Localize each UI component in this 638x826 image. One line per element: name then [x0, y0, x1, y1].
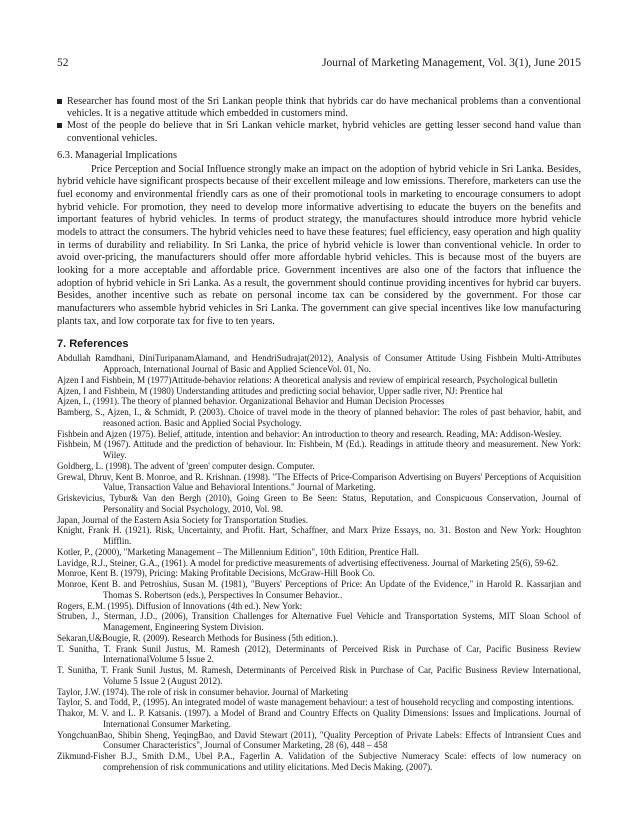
reference-entry: Goldberg, L. (1998). The advent of 'green' computer design. Computer. [57, 460, 315, 471]
reference-entry: Taylor, J.W. (1974). The role of risk in consumer behavior. Journal of Marketing [57, 686, 349, 697]
square-bullet-icon [57, 123, 62, 128]
reference-entry: YongchuanBao, Shibin Sheng, YeqingBao, and David Stewart (2011), "Quality Perception of Private Labels: Effects of Intransient Cues and Consumer Characteristics", Journal of Consumer Marketing, 28 (6), 448 – 458 [57, 729, 581, 751]
reference-entry: Thakor, M. V. and L. P. Katsanis. (1997). a Model of Brand and Country Effects on Quality Dimensions: Issues and Implications. Journal of International Consumer Marketing. [57, 708, 581, 729]
reference-entry: Rogers, E.M. (1995). Diffusion of Innovations (4th ed.). New York: [57, 600, 303, 611]
reference-entry: Knight, Frank H. (1921). Risk, Uncertainty, and Profit. Hart, Schaffner, and Marx Prize Essays, no. 31. Boston and New York: Houghton Mifflin. [57, 525, 581, 547]
findings-bullet-list [57, 96, 581, 145]
reference-entry: Struben, J., Sterman, J.D., (2006), Transition Challenges for Alternative Fuel Vehicle and Transportation Systems, MIT Sloan School of Management, Engineering System Division. [57, 611, 581, 633]
reference-entry: Griskevicius, Tybur& Van den Bergh (2010), Going Green to Be Seen: Status, Reputation, and Conspicuous Conservation, Journal of Personality and Social Psychology, 2010, Vol. 98. [57, 493, 581, 514]
reference-entry: Bamberg, S., Ajzen, I., & Schmidt, P. (2003). Choice of travel mode in the theory of planned behavior: The roles of past behavior, habit, and reasoned action. Basic and Applied Social Psychology. [57, 407, 581, 428]
reference-entry: Lavidge, R.J., Steiner, G.A., (1961). A model for predictive measurements of advertising effectiveness. Journal of Marketing 25(6), 59-62. [57, 557, 559, 568]
reference-entry: Monroe, Kent B. and Petroshius, Susan M. (1981), "Buyers' Perceptions of Price: An Update of the Evidence," in Harold R. Kassarjian and Thomas S. Robertson (eds.), Perspectives In Consumer Behavior.. [57, 579, 581, 600]
references-list [57, 353, 581, 772]
managerial-implications-paragraph: Price Perception and Social Influence strongly make an impact on the adoption of hybrid vehicle in Sri Lanka. Besides, hybrid vehicle have significant prospects because of their excellent mileage and low emissions. Therefore, marketers can use the fuel economy and environmental friendly cars as one of their promotional tools in marketing to encourage consumers to adopt hybrid vehicle. For promotion, they need to develop more informative advertising to educate the buyers on the benefits and important features of hybrid vehicles. In terms of product strategy, the manufactures should introduce more hybrid vehicle models to attract the consumers. The hybrid vehicles need to have these features; fuel efficiency, easy operation and high quality in terms of durability and reliability. In Sri Lanka, the price of hybrid vehicle is lower than conventional vehicle. In order to avoid over-pricing, the manufacturers should offer more affordable hybrid vehicles. This is because most of the buyers are looking for a more acceptable and affordable price. Government incentives are also one of the factors that influence the adoption of hybrid vehicle in Sri Lanka. As a result, the government should continue providing incentives for hybrid car buyers. Besides, another incentive such as rebate on personal income tax can be considered by the government. For those car manufacturers who assemble hybrid vehicles in Sri Lanka. The government can give special incentives like low manufacturing plants tax, and low corporate tax for five to ten years. [57, 163, 581, 327]
square-bullet-icon [57, 99, 62, 104]
reference-entry: Fishbein and Ajzen (1975). Belief, attitude, intention and behavior: An introduction to theory and research. Reading, MA: Addison-Wesley. [57, 428, 562, 439]
running-header [57, 55, 581, 71]
bullet-text: Researcher has found most of the Sri Lankan people think that hybrids car do have mechanical problems than a conventional vehicles. It is a negative attitude which embedded in customers mind. [67, 96, 581, 120]
reference-entry: Monroe, Kent B. (1979), Pricing: Making Profitable Decisions, McGraw-Hill Book Co. [57, 568, 375, 579]
reference-entry: Ajzen I and Fishbein, M (1977)Attitude-behavior relations: A theoretical analysis and review of empirical research, Psychological bulletin [57, 374, 558, 385]
reference-entry: Sekaran,U&Bougie, R. (2009). Research Methods for Business (5th edition.). [57, 632, 338, 643]
reference-entry: Abdullah Ramdhani, DiniTuripanamAlamand, and HendriSudrajat(2012), Analysis of Consumer Attitude Using Fishbein Multi-Attributes Approach, International Journal of Basic and Applied ScienceVol. 01, No. [57, 353, 581, 375]
reference-entry: Grewal, Dhruv, Kent B. Monroe, and R. Krishnan. (1998). "The Effects of Price-Comparison Advertising on Buyers' Perceptions of Acquisition Value, Transaction Value and Behavioral Intentions." Journal of Marketing. [57, 471, 581, 493]
references-heading: 7. References [57, 338, 129, 351]
reference-entry: Fishbein, M (1967). Attitude and the prediction of behaviour. In: Fishbein, M (Ed.). Readings in attitude theory and measurement. New York: Wiley. [57, 439, 581, 461]
bullet-item [57, 96, 581, 120]
reference-entry: T. Sunitha, T. Frank Sunil Justus, M. Ramesh (2012), Determinants of Perceived Risk in Purchase of Car, Pacific Business Review InternationalVolume 5 Issue 2. [57, 643, 581, 665]
journal-title: Journal of Marketing Management, Vol. 3(1), June 2015 [322, 57, 581, 69]
reference-entry: T. Sunitha, T. Frank Sunil Justus, M. Ramesh, Determinants of Perceived Risk in Purchase of Car, Pacific Business Review International, Volume 5 Issue 2 (August 2012). [57, 665, 581, 686]
reference-entry: Zikmund-Fisher B.J., Smith D.M., Ubel P.A., Fagerlin A. Validation of the Subjective Numeracy Scale: effects of low numeracy on comprehension of risk communications and utility elicitations. Med Decis Making. (2007). [57, 751, 581, 772]
bullet-item [57, 120, 581, 144]
page-number: 52 [57, 57, 69, 69]
reference-entry: Ajzen, I and Fishbein, M (1980) Understanding attitudes and predicting social behavior, Upper sadle river, NJ: Prentice hal [57, 385, 503, 396]
reference-entry: Taylor, S. and Todd, P., (1995). An integrated model of waste management behaviour: a test of household recycling and composting intentions. [57, 697, 575, 708]
bullet-text: Most of the people do believe that in Sri Lankan vehicle market, hybrid vehicles are getting lesser second hand value than conventional vehicles. [67, 120, 581, 144]
reference-entry: Ajzen, I., (1991). The theory of planned behavior. Organizational Behavior and Human Decision Processes [57, 396, 445, 407]
page-content [57, 96, 581, 773]
reference-entry: Kotler, P., (2000), "Marketing Management – The Millennium Edition", 10th Edition, Prentice Hall. [57, 546, 419, 557]
section-heading-managerial-implications: 6.3. Managerial Implications [57, 149, 178, 161]
reference-entry: Japan, Journal of the Eastern Asia Society for Transportation Studies. [57, 514, 309, 525]
